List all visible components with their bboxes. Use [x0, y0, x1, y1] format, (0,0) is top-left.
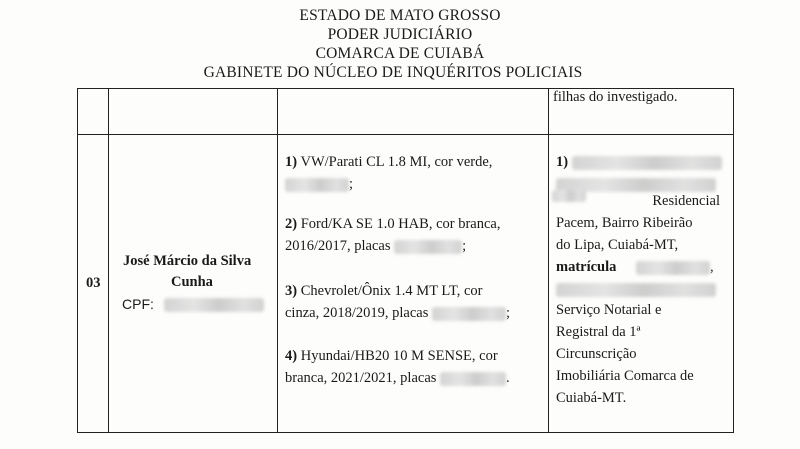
column-divider [108, 89, 109, 432]
previous-row-text: filhas do investigado. [553, 89, 678, 105]
property-line10: Circunscrição [556, 346, 637, 362]
redacted-plate [440, 372, 506, 386]
redacted-cpf [164, 298, 264, 312]
column-divider [277, 89, 278, 432]
vehicle-3-line1: 3) Chevrolet/Ônix 1.4 MT LT, cor [285, 283, 483, 299]
vehicle-1-line1: 1) VW/Parati CL 1.8 MI, cor verde, [285, 154, 493, 170]
property-line1: 1) [556, 151, 722, 173]
row-number: 03 [86, 275, 101, 291]
header-state: ESTADO DE MATO GROSSO [299, 7, 501, 24]
property-line8: Serviço Notarial e [556, 302, 662, 318]
header-judiciary: PODER JUDICIÁRIO [327, 26, 473, 43]
vehicle-3-line2: cinza, 2018/2019, placas ; [285, 305, 510, 321]
investigated-name-line2: Cunha [171, 274, 213, 290]
header-comarca: COMARCA DE CUIABÁ [315, 45, 485, 62]
column-divider [548, 89, 549, 432]
redacted-plate [285, 178, 349, 192]
property-line9: Registral da 1ª [556, 324, 641, 340]
row-divider [78, 134, 733, 135]
cpf-field [122, 293, 264, 315]
property-line4: Pacem, Bairro Ribeirão [556, 215, 693, 231]
redacted-matricula [636, 261, 710, 275]
document-header [0, 6, 800, 82]
cpf-label: CPF: [122, 296, 154, 312]
vehicle-4-line1: 4) Hyundai/HB20 10 M SENSE, cor [285, 348, 498, 364]
redacted-plate [432, 307, 506, 321]
property-line5: do Lipa, Cuiabá-MT, [556, 237, 679, 253]
vehicle-2-line2: 2016/2017, placas ; [285, 238, 467, 254]
vehicle-2-line1: 2) Ford/KA SE 1.0 HAB, cor branca, [285, 216, 501, 232]
property-line12: Cuiabá-MT. [556, 390, 627, 406]
vehicle-1-line2: ; [285, 173, 353, 195]
redacted-text [572, 156, 722, 170]
property-line3: Residencial [552, 190, 720, 212]
property-line6: matrícula , [556, 259, 714, 275]
redacted-text [556, 283, 716, 297]
investigated-name-line1: José Márcio da Silva [123, 253, 252, 269]
vehicle-4-line2: branca, 2021/2021, placas . [285, 370, 510, 386]
property-line11: Imobiliária Comarca de [556, 368, 694, 384]
redacted-plate [394, 240, 462, 254]
redacted-text [552, 190, 586, 202]
header-gabinete: GABINETE DO NÚCLEO DE INQUÉRITOS POLICIAIS [203, 64, 583, 81]
property-line7 [556, 278, 716, 300]
